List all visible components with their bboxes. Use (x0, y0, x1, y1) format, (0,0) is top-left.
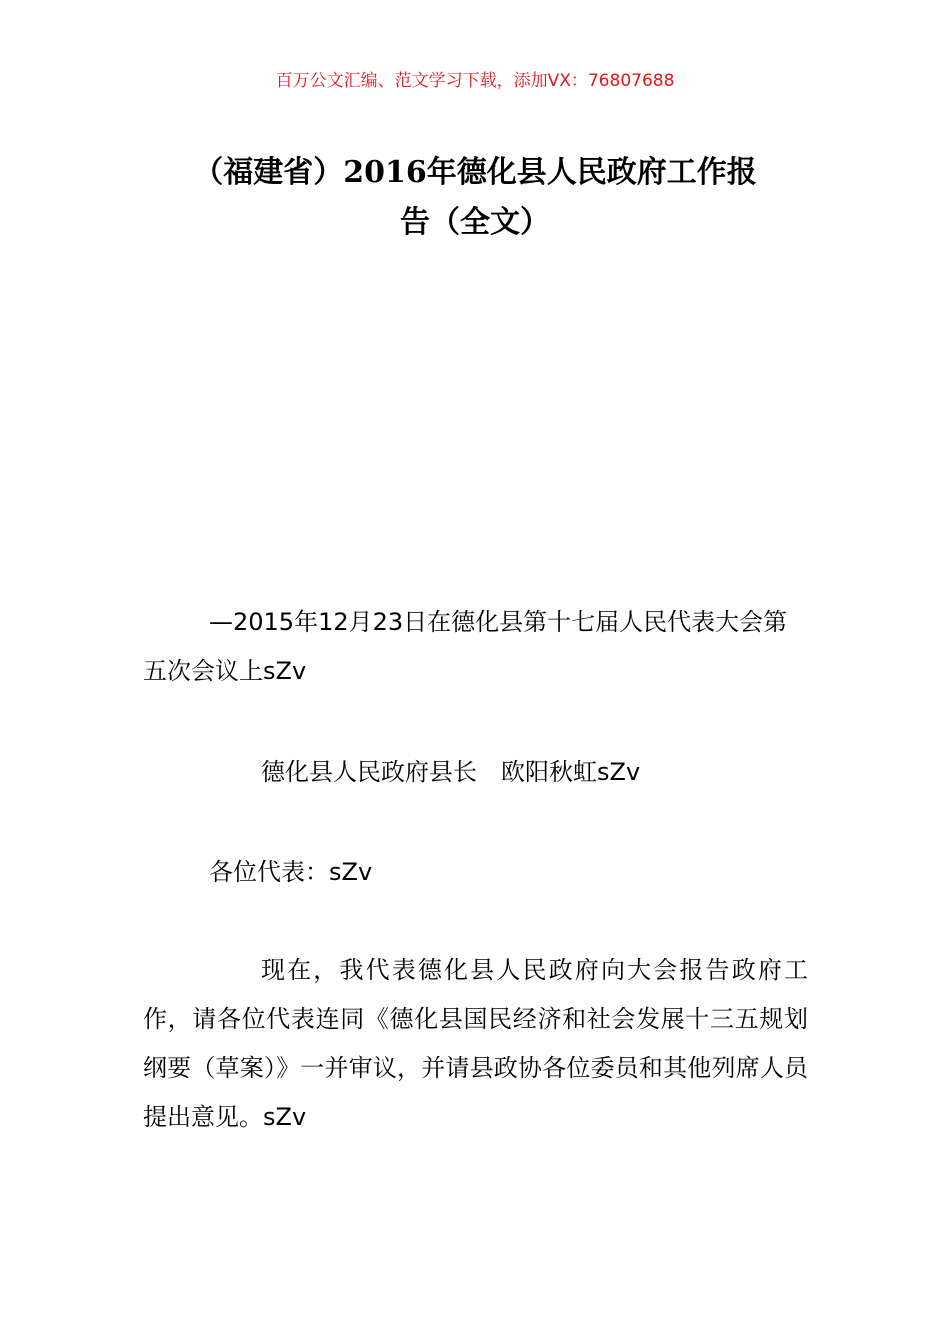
author-line: 德化县人民政府县长 欧阳秋虹sZv (261, 758, 641, 786)
greeting-line: 各位代表：sZv (209, 858, 373, 886)
title-line-1: （福建省）2016年德化县人民政府工作报 (193, 155, 757, 190)
meeting-date-line: —2015年12月23日在德化县第十七届人民代表大会第五次会议上sZv (143, 608, 788, 685)
promo-header-note: 百万公文汇编、范文学习下载，添加VX：76807688 (275, 71, 675, 91)
body-paragraph: 现在，我代表德化县人民政府向大会报告政府工作，请各位代表连同《德化县国民经济和社会发展十三五规划纲要（草案）》一并审议，并请县政协各位委员和其他列席人员提出意见。sZv (143, 956, 808, 1131)
title-line-2: 告（全文） (400, 205, 550, 240)
document-title (140, 148, 810, 248)
